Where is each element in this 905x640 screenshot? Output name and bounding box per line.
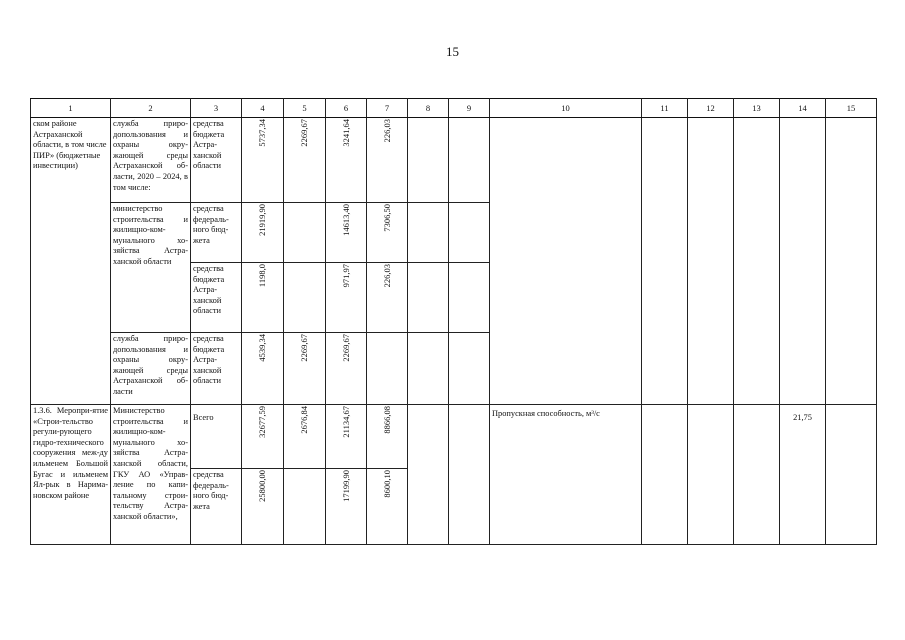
amount-year: 7306,50: [381, 204, 392, 232]
empty-cell: [734, 118, 780, 405]
source-cell: средства федераль-ного бюд-жета: [191, 469, 242, 545]
amount-year: 3241,64: [340, 119, 351, 147]
amount-cell: [367, 469, 408, 545]
amount-cell: [284, 203, 326, 263]
amount-year: 17199,90: [340, 470, 351, 502]
executor-cell: министерство строительства и жилищно-ком-мунального хо-зяйства Астра-ханской области: [111, 203, 191, 333]
amount-year: 8866,08: [381, 406, 392, 434]
amount-cell: [326, 203, 367, 263]
amount-year: 2676,84: [299, 406, 310, 434]
amount-total: 1198,0: [257, 264, 268, 288]
header-cell: 10: [490, 99, 642, 118]
amount-year: 2269,67: [299, 119, 310, 147]
page-number: 15: [446, 44, 459, 59]
header-cell: 9: [449, 99, 490, 118]
amount-cell: [242, 203, 284, 263]
executor-cell: Министерство строительства и жилищно-ком-мунального хо-зяйства Астра-ханской области, ГКУ АО «Управ-ление по капи-тальному строи-тельству Астра-ханской области»,: [111, 405, 191, 545]
amount-cell: [284, 405, 326, 469]
amount-year: 2269,67: [340, 334, 351, 362]
empty-cell: [642, 118, 688, 405]
amount-total: 4539,34: [257, 334, 268, 362]
empty-cell: [688, 118, 734, 405]
amount-cell: [367, 203, 408, 263]
amount-cell: [242, 118, 284, 203]
empty-cell: [449, 263, 490, 333]
amount-year: 226,03: [381, 264, 392, 288]
header-cell: 8: [408, 99, 449, 118]
amount-year: 226,03: [381, 119, 392, 143]
source-cell: средства бюджета Астра-ханской области: [191, 118, 242, 203]
header-cell: 4: [242, 99, 284, 118]
amount-cell: [242, 333, 284, 405]
empty-cell: [449, 405, 490, 545]
amount-cell: [284, 263, 326, 333]
amount-cell: [367, 405, 408, 469]
amount-cell: [367, 263, 408, 333]
amount-cell: [326, 118, 367, 203]
amount-cell: [367, 333, 408, 405]
empty-cell: [449, 118, 490, 203]
amount-total: 5737,34: [257, 119, 268, 147]
empty-cell: [408, 203, 449, 263]
amount-cell: [242, 469, 284, 545]
amount-cell: [242, 263, 284, 333]
source-cell: средства бюджета Астра-ханской области: [191, 263, 242, 333]
header-cell: 7: [367, 99, 408, 118]
data-table: [30, 98, 877, 545]
amount-year: 8600,10: [381, 470, 392, 498]
indicator-cell: Пропускная способность, м³/с: [490, 405, 642, 545]
measure-cell: 1.3.6. Меропри-ятие «Строи-тельство регули-рующего гидро-технического сооружения меж-ду ильменем Большой Бугас и ильменем Ял-рык в Нарима-новском районе: [31, 405, 111, 545]
measure-cell: ском районе Астраханской области, в том числе ПИР» (бюджетные инвестиции): [31, 118, 111, 405]
empty-cell: [449, 203, 490, 263]
indicator-value-cell: 21,75: [780, 405, 826, 545]
empty-cell: [642, 405, 688, 545]
amount-year: 2269,67: [299, 334, 310, 362]
header-cell: 11: [642, 99, 688, 118]
header-cell: 5: [284, 99, 326, 118]
amount-cell: [284, 118, 326, 203]
empty-cell: [449, 333, 490, 405]
header-cell: 13: [734, 99, 780, 118]
source-cell: средства федераль-ного бюд-жета: [191, 203, 242, 263]
empty-cell: [826, 118, 877, 405]
amount-cell: [242, 405, 284, 469]
empty-cell: [734, 405, 780, 545]
table-row: [31, 118, 877, 203]
amount-year: 14613,40: [340, 204, 351, 236]
source-cell: Всего: [191, 405, 242, 469]
empty-cell: [408, 405, 449, 545]
amount-cell: [326, 263, 367, 333]
amount-year: 21134,67: [340, 406, 351, 438]
amount-cell: [367, 118, 408, 203]
amount-cell: [284, 333, 326, 405]
empty-cell: [408, 263, 449, 333]
amount-cell: [326, 469, 367, 545]
table-row: [31, 405, 877, 469]
source-cell: средства бюджета Астра-ханской области: [191, 333, 242, 405]
amount-total: 32677,59: [257, 406, 268, 438]
amount-cell: [326, 333, 367, 405]
header-cell: 15: [826, 99, 877, 118]
empty-cell: [408, 118, 449, 203]
executor-cell: служба приро-допользования и охраны окру-жающей среды Астраханской об-ласти: [111, 333, 191, 405]
empty-cell: [780, 118, 826, 405]
executor-cell: служба приро-допользования и охраны окру-жающей среды Астраханской об-ласти, 2020 – 2024, в том числе:: [111, 118, 191, 203]
header-cell: 2: [111, 99, 191, 118]
amount-cell: [326, 405, 367, 469]
empty-cell: [826, 405, 877, 545]
amount-cell: [284, 469, 326, 545]
header-cell: 1: [31, 99, 111, 118]
header-cell: 12: [688, 99, 734, 118]
amount-total: 21919,90: [257, 204, 268, 236]
empty-cell: [408, 333, 449, 405]
header-cell: 6: [326, 99, 367, 118]
amount-year: 971,97: [340, 264, 351, 288]
header-row: [31, 99, 877, 118]
indicator-cell: [490, 118, 642, 405]
header-cell: 3: [191, 99, 242, 118]
amount-total: 25800,00: [257, 470, 268, 502]
header-cell: 14: [780, 99, 826, 118]
empty-cell: [688, 405, 734, 545]
